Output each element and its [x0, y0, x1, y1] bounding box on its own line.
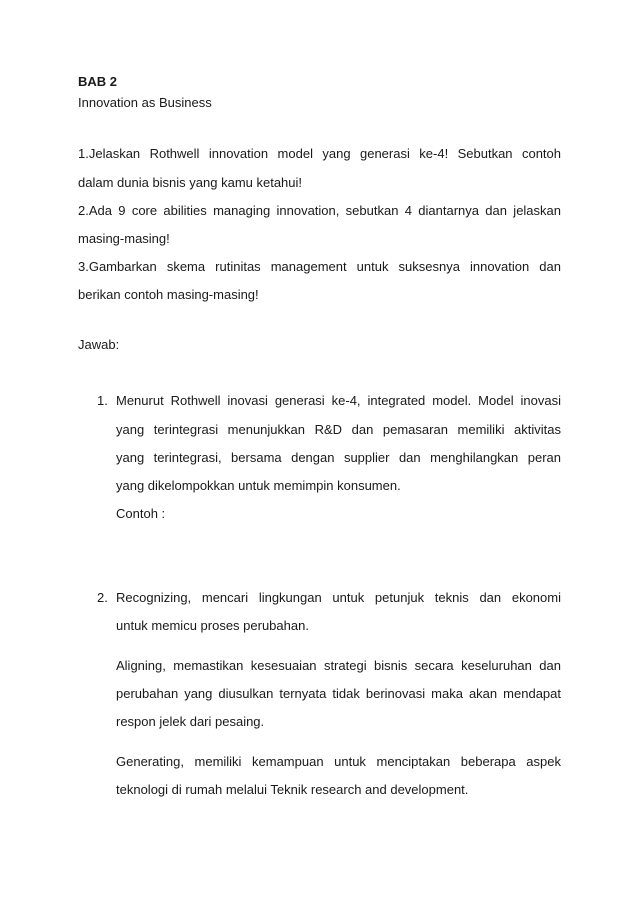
question-3-line-1: 3.Gambarkan skema rutinitas management untuk suksesnya innovation dan	[78, 259, 561, 274]
question-2-line-2: masing-masing!	[78, 231, 170, 246]
question-1-line-2: dalam dunia bisnis yang kamu ketahui!	[78, 175, 303, 190]
answer-2-aligning-line-1: Aligning, memastikan kesesuaian strategi bisnis secara keseluruhan dan	[116, 658, 561, 673]
answer-2-number: 2.	[97, 590, 108, 605]
chapter-heading: BAB 2	[78, 74, 118, 89]
answer-2-recognizing-line-1: Recognizing, mencari lingkungan untuk petunjuk teknis dan ekonomi	[116, 590, 561, 605]
question-3-line-2: berikan contoh masing-masing!	[78, 287, 259, 302]
question-2-line-1: 2.Ada 9 core abilities managing innovation, sebutkan 4 diantarnya dan jelaskan	[78, 203, 561, 218]
answer-1-line-1: Menurut Rothwell inovasi generasi ke-4, integrated model. Model inovasi	[116, 393, 561, 408]
answer-label: Jawab:	[78, 337, 120, 352]
answer-2-aligning-line-3: respon jelek dari pesaing.	[116, 714, 265, 729]
answer-1-line-3: yang terintegrasi, bersama dengan supplier dan menghilangkan peran	[116, 450, 561, 465]
answer-1-contoh: Contoh :	[116, 506, 166, 521]
answer-1-line-2: yang terintegrasi menunjukkan R&D dan pemasaran memiliki aktivitas	[116, 422, 561, 437]
answer-2-generating-line-1: Generating, memiliki kemampuan untuk menciptakan beberapa aspek	[116, 754, 561, 769]
chapter-subtitle: Innovation as Business	[78, 95, 212, 110]
answer-1-number: 1.	[97, 393, 108, 408]
answer-2-generating-line-2: teknologi di rumah melalui Teknik research and development.	[116, 782, 469, 797]
answer-2-recognizing-line-2: untuk memicu proses perubahan.	[116, 618, 309, 633]
question-1-line-1: 1.Jelaskan Rothwell innovation model yang generasi ke-4! Sebutkan contoh	[78, 146, 561, 161]
answer-1-line-4: yang dikelompokkan untuk memimpin konsumen.	[116, 478, 401, 493]
answer-2-aligning-line-2: perubahan yang diusulkan ternyata tidak berinovasi maka akan mendapat	[116, 686, 561, 701]
